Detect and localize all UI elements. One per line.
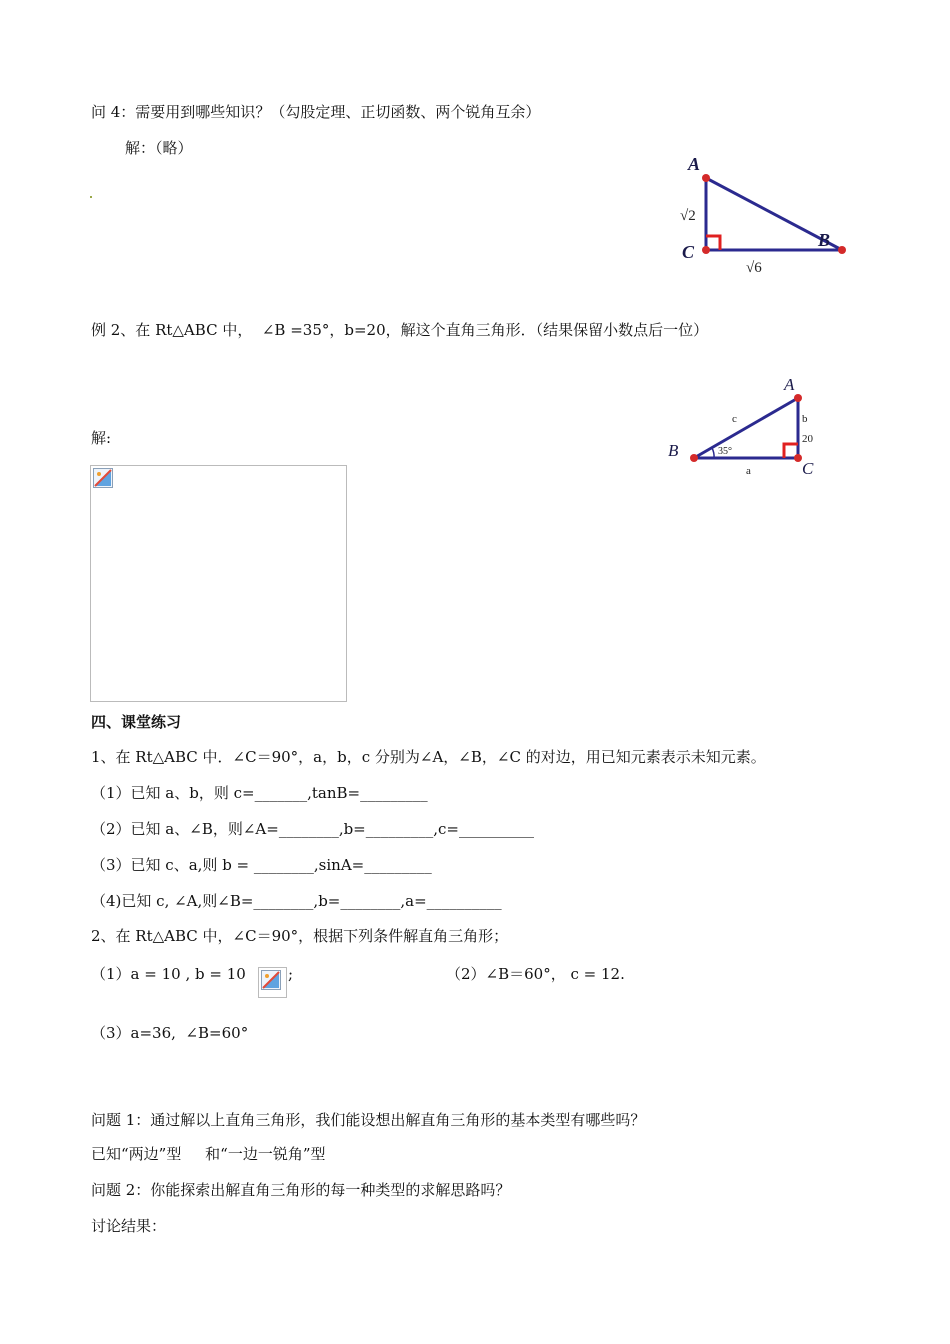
vertex-b [838, 246, 846, 254]
label-c: C [682, 242, 695, 262]
vertex-b-2 [690, 454, 698, 462]
exercise-1-stem: 1、在 Rt△ABC 中．∠C＝90°，a，b，c 分别为∠A，∠B，∠C 的对边，用已知元素表示未知元素。 [91, 748, 766, 766]
stray-dot [90, 196, 92, 198]
label-sqrt2: √2 [680, 208, 696, 224]
exercise-2-item-3: （3）a=36, ∠B=60° [91, 1024, 249, 1042]
exercise-1-item-3: （3）已知 c、a,则 b = ________,sinA=_________ [91, 856, 432, 874]
question-4: 问 4：需要用到哪些知识？（勾股定理、正切函数、两个锐角互余） [91, 103, 541, 121]
section-4-title: 四、课堂练习 [91, 713, 182, 731]
discussion-label: 讨论结果： [91, 1217, 167, 1235]
solution-omitted: 解：（略） [125, 139, 193, 157]
label-a: A [688, 154, 701, 174]
vertex-c [702, 246, 710, 254]
exercise-2-stem: 2、在 Rt△ABC 中，∠C＝90°，根据下列条件解直角三角形； [91, 927, 509, 945]
label-b: B [818, 230, 831, 250]
label-20: 20 [802, 433, 813, 445]
label-sqrt6: √6 [746, 260, 762, 276]
label-side-c: c [732, 413, 737, 425]
label-b-2: B [668, 441, 679, 460]
inline-formula-image [258, 967, 287, 998]
broken-image-icon [93, 468, 113, 488]
exercise-2-item-2: （2）∠B＝60°， c = 12. [446, 965, 625, 983]
problem-2: 问题 2：你能探索出解直角三角形的每一种类型的求解思路吗？ [91, 1181, 511, 1199]
exercise-2-item-1: （1）a = 10 , b = 10 [91, 965, 246, 983]
vertex-a [702, 174, 710, 182]
image-placeholder [90, 465, 347, 702]
triangle-figure-2 [660, 370, 860, 492]
label-side-a: a [746, 465, 751, 477]
label-a-2: A [784, 375, 795, 394]
exercise-1-item-2: （2）已知 a、∠B，则∠A=________,b=_________,c=__________ [91, 820, 534, 838]
solve-label: 解: [91, 429, 112, 447]
triangle-figure-1 [662, 148, 862, 288]
exercise-1-item-1: （1）已知 a、b，则 c=_______,tanB=_________ [91, 784, 428, 802]
example-2: 例 2、在 Rt△ABC 中， ∠B =35°，b=20，解这个直角三角形．（结果保留小数点后一位） [91, 321, 709, 339]
broken-image-icon-small [261, 970, 281, 990]
label-c-2: C [802, 459, 814, 478]
label-angle-35: 35° [718, 446, 732, 457]
triangle-types: 已知“两边”型 和“一边一锐角”型 [91, 1145, 326, 1163]
exercise-2-item-1-end: ; [288, 965, 294, 983]
label-side-b: b [802, 413, 808, 425]
problem-1: 问题 1：通过解以上直角三角形，我们能设想出解直角三角形的基本类型有哪些吗？ [91, 1111, 646, 1129]
side-c [694, 398, 798, 458]
vertex-c-2 [794, 454, 802, 462]
vertex-a-2 [794, 394, 802, 402]
exercise-1-item-4: （4)已知 c, ∠A,则∠B=________,b=________,a=__________ [91, 892, 502, 910]
